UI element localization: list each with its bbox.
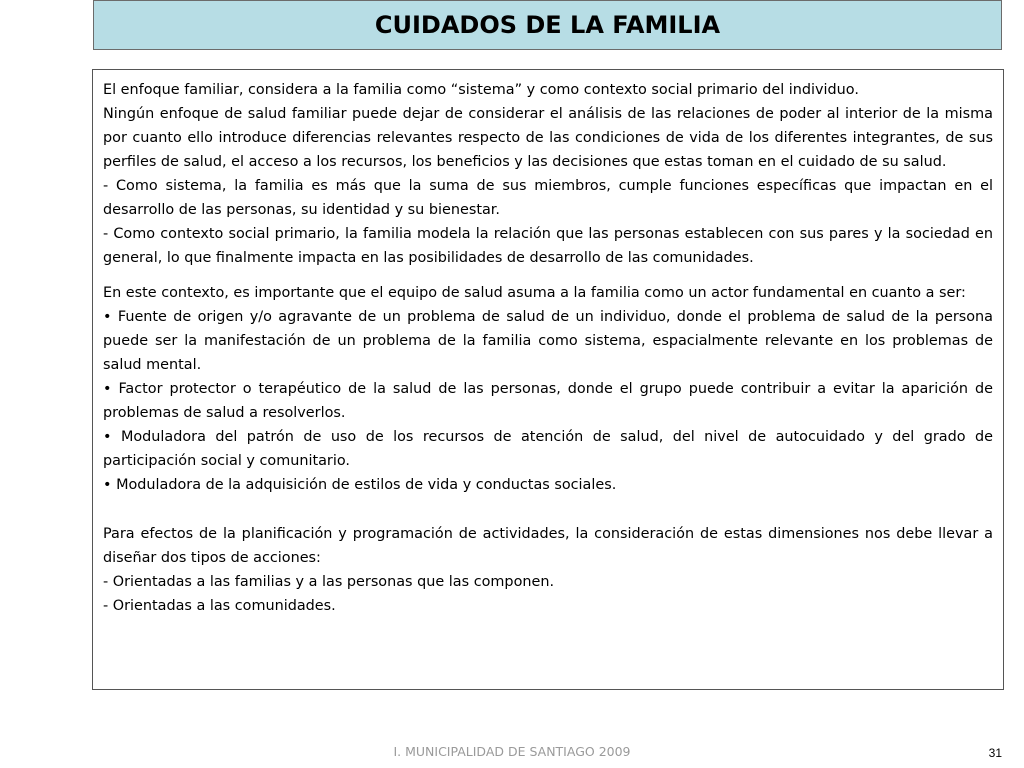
bullet-lifestyle: • Moduladora de la adquisición de estilos de vida y conductas sociales. — [103, 477, 617, 493]
title-banner — [93, 0, 1002, 50]
bullet-origin: • Fuente de origen y/o agravante de un problema de salud de un individuo, donde el problema de salud de la persona puede ser la manifestación de un problema de la familia como sistema, espacialmente relevante en los problemas de salud mental. — [103, 309, 993, 373]
paragraph-intro: El enfoque familiar, considera a la familia como “sistema” y como contexto social primario del individuo. — [103, 82, 859, 98]
paragraph-planning: Para efectos de la planificación y programación de actividades, la consideración de estas dimensiones nos debe llevar a diseñar dos tipos de acciones: — [103, 526, 993, 566]
action-families: - Orientadas a las familias y a las personas que las componen. — [103, 574, 555, 590]
paragraph-social-context: - Como contexto social primario, la familia modela la relación que las personas establecen con sus pares y la sociedad en general, lo que finalmente impacta en las posibilidades de desarrollo de las comunidades. — [103, 226, 993, 266]
content-box — [92, 69, 1004, 690]
paragraph-context-intro: En este contexto, es importante que el equipo de salud asuma a la familia como un actor fundamental en cuanto a ser: — [103, 285, 966, 301]
paragraph-power-relations: Ningún enfoque de salud familiar puede dejar de considerar el análisis de las relaciones de poder al interior de la misma por cuanto ello introduce diferencias relevantes respecto de las condiciones de vida de los diferentes integrantes, de sus perfiles de salud, el acceso a los recursos, los beneficios y las decisiones que estas toman en el cuidado de su salud. — [103, 106, 993, 170]
slide-title: CUIDADOS DE LA FAMILIA — [374, 11, 721, 39]
page-number: 31 — [988, 746, 1002, 760]
paragraph-spacer — [103, 270, 993, 281]
paragraph-spacer — [103, 497, 993, 522]
footer-organization: I. MUNICIPALIDAD DE SANTIAGO 2009 — [393, 744, 631, 759]
action-communities: - Orientadas a las comunidades. — [103, 598, 336, 614]
bullet-protective-factor: • Factor protector o terapéutico de la salud de las personas, donde el grupo puede contribuir a evitar la aparición de problemas de salud a resolverlos. — [103, 381, 993, 421]
paragraph-system: - Como sistema, la familia es más que la suma de sus miembros, cumple funciones específicas que impactan en el desarrollo de las personas, su identidad y su bienestar. — [103, 178, 993, 218]
bullet-resource-use: • Moduladora del patrón de uso de los recursos de atención de salud, del nivel de autocuidado y del grado de participación social y comunitario. — [103, 429, 993, 469]
